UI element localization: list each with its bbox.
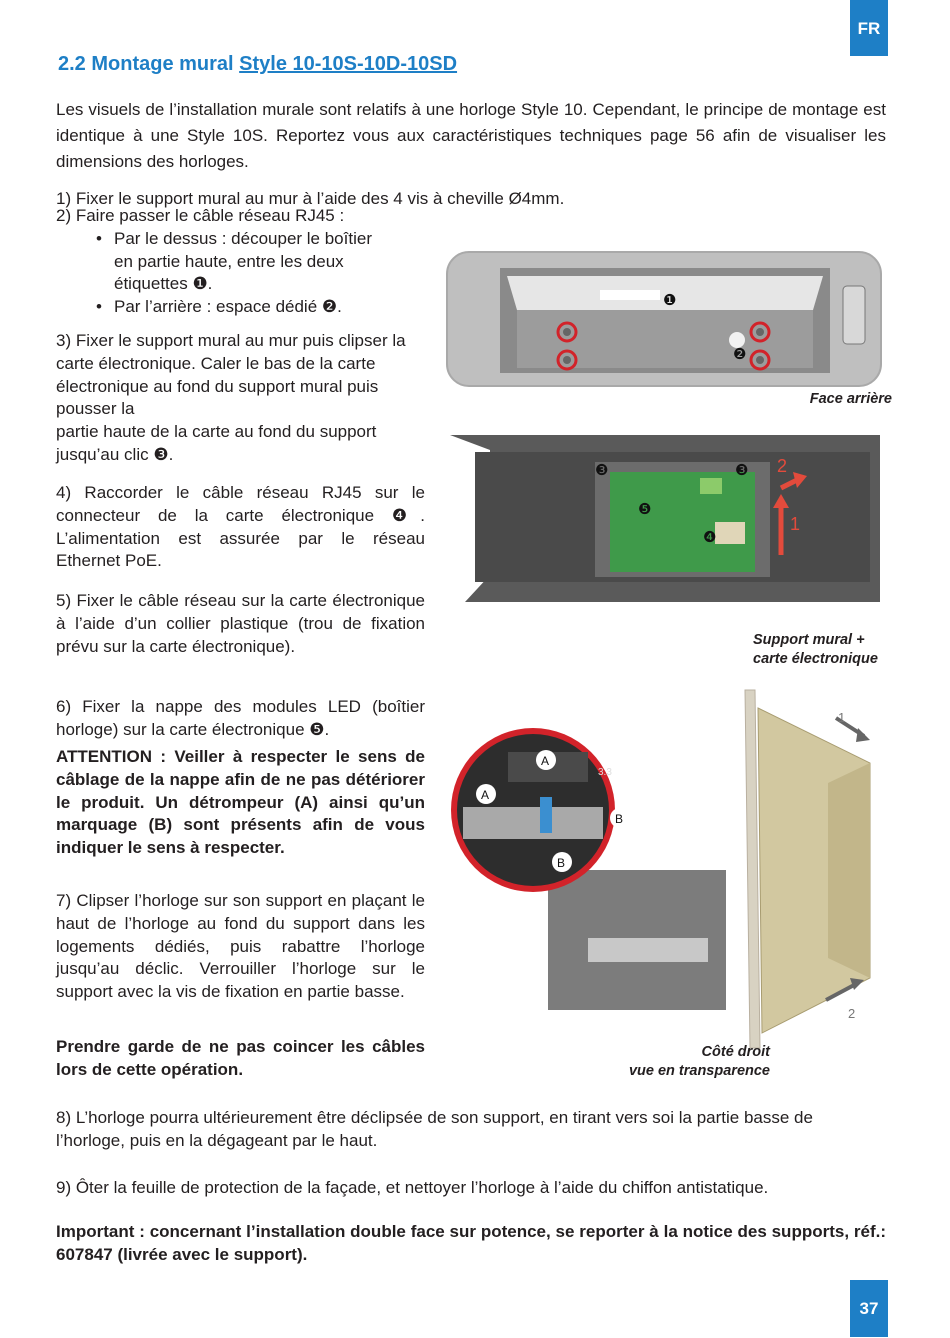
marker-3-right: ❸ <box>735 462 749 479</box>
polarizer-mark <box>540 797 552 833</box>
page-number: 37 <box>850 1280 888 1337</box>
language-tab: FR <box>850 0 888 56</box>
step-2-heading: 2) Faire passer le câble réseau RJ45 : <box>56 206 345 225</box>
label-a: A <box>541 754 550 768</box>
caption-rear-face: Face arrière <box>809 391 892 407</box>
arrow-1-head <box>856 728 870 742</box>
section-title <box>58 53 457 76</box>
marker-4: ❹ <box>703 529 717 546</box>
intro-paragraph: Les visuels de l’installation murale sont relatifs à une horloge Style 10. Cependant, le principe de montage est identique à une Style 10S. Reportez vous aux caractéristiques techniques page 56 afin de visualiser les dimensions des horloges. <box>56 100 886 171</box>
warning-note: Prendre garde de ne pas coincer les câbles lors de cette opération. <box>56 1037 425 1079</box>
board-connector <box>700 478 722 494</box>
bullet-text: Par l’arrière : espace dédié ❷. <box>114 297 342 317</box>
marker-5: ❺ <box>638 501 652 518</box>
caption-side-line1: Côté droit <box>701 1044 770 1060</box>
section-title-model: Style 10-10S-10D-10SD <box>239 53 458 75</box>
step-7: 7) Clipser l’horloge sur son support en plaçant le haut de l’horloge au fond du support dans les logements dédiés, puis rabattre l’horloge jusqu’au déclic. Verrouiller l’horloge sur le support avec la vis de fixation en partie basse. <box>56 891 425 1002</box>
screw-hole <box>756 328 764 336</box>
silkscreen-label: 3.3 <box>598 767 612 778</box>
step-5: 5) Fixer le câble réseau sur la carte électronique à l’aide d’un collier plastique (trou de fixation prévu sur la carte électronique). <box>56 591 425 656</box>
marker-3-left: ❸ <box>595 462 609 479</box>
wall-support-side <box>828 763 870 978</box>
right-side-figure <box>740 688 880 1050</box>
marker-1: ❶ <box>663 292 677 309</box>
step-1: 1) Fixer le support mural au mur à l’aide des 4 vis à cheville Ø4mm. <box>56 189 565 208</box>
label-sticker <box>600 290 660 300</box>
arrow-label-1: 1 <box>838 710 846 725</box>
step-2 <box>56 205 436 319</box>
screw-hole <box>563 356 571 364</box>
arrow-label-2: 2 <box>848 1006 856 1021</box>
label-b: B <box>615 812 624 826</box>
bullet-dot: • <box>96 228 102 248</box>
ribbon-cable <box>463 807 603 839</box>
rear-face-figure <box>445 248 883 393</box>
screw-hole <box>756 356 764 364</box>
caption-side <box>600 1043 770 1081</box>
step-2-bullet <box>96 296 386 319</box>
arrow-label-2: 2 <box>777 456 788 476</box>
ribbon-cable-photo <box>588 938 708 962</box>
important-note: Important : concernant l’installation double face sur potence, se reporter à la notice des supports, réf.: 607847 (livrée avec le support). <box>56 1222 886 1264</box>
caption-support <box>753 631 893 669</box>
label-b: B <box>557 856 566 870</box>
caption-support-line2: carte électronique <box>753 651 878 667</box>
step-3: 3) Fixer le support mural au mur puis clipser la carte électronique. Caler le bas de la carte électronique au fond du support mural puis pousser la partie haute de la carte au fond du support jusqu’au clic ❸. <box>56 331 406 464</box>
screw-hole <box>563 328 571 336</box>
clock-face-edge <box>745 690 760 1048</box>
step-2-bullet <box>96 228 386 296</box>
caption-support-line1: Support mural + <box>753 632 865 648</box>
rj45-socket <box>715 522 745 544</box>
arrow-label-1: 1 <box>790 514 801 534</box>
step-6: 6) Fixer la nappe des modules LED (boîtier horloge) sur la carte électronique ❺. <box>56 697 425 739</box>
step-8: 8) L’horloge pourra ultérieurement être déclipsée de son support, en tirant vers soi la partie basse de l’horloge, puis en la dégageant par le haut. <box>56 1108 813 1150</box>
marker-2: ❷ <box>733 346 747 363</box>
step-4: 4) Raccorder le câble réseau RJ45 sur le connecteur de la carte électronique ❹. L’alimentation est assurée par le réseau Ethernet PoE. <box>56 483 425 571</box>
caption-side-line2: vue en transparence <box>628 1063 770 1079</box>
ribbon-connection-figure <box>448 712 738 1012</box>
step-9: 9) Ôter la feuille de protection de la façade, et nettoyer l’horloge à l’aide du chiffon antistatique. <box>56 1178 769 1197</box>
attention-note: ATTENTION : Veiller à respecter le sens de câblage de la nappe afin de ne pas détériorer le produit. Un détrompeur (A) ainsi qu’un marquage (B) sont présents afin de vous indiquer le sens à respecter. <box>56 747 425 858</box>
bullet-text: Par le dessus : découper le boîtier en partie haute, entre les deux étiquettes ❶. <box>114 228 372 294</box>
section-title-main: 2.2 Montage mural <box>58 53 240 75</box>
bullet-dot: • <box>96 297 102 317</box>
side-connector <box>843 286 865 344</box>
label-a: A <box>481 788 490 802</box>
support-board-figure <box>445 430 883 608</box>
